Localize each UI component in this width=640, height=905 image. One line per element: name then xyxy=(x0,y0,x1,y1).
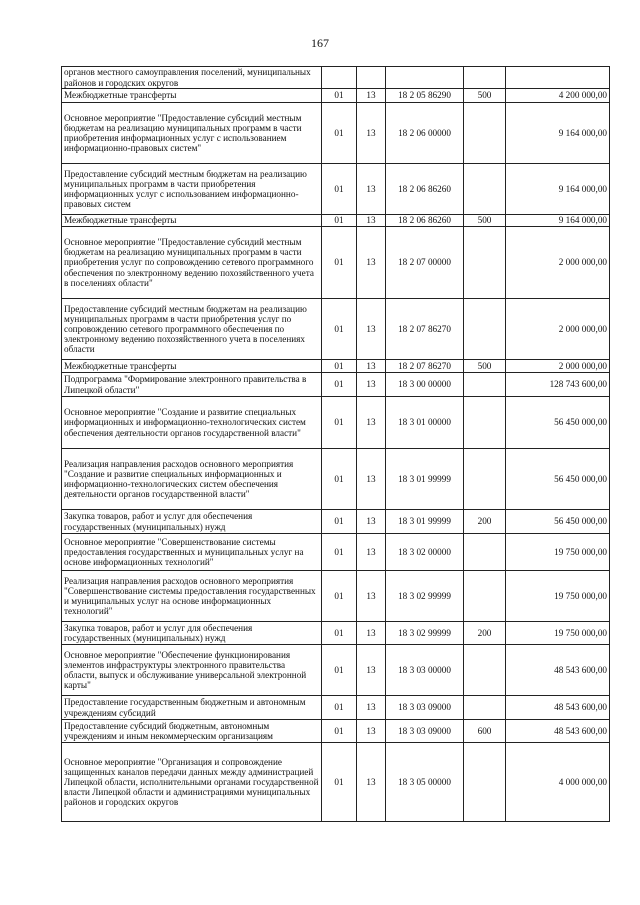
row-target-cell: 18 2 07 86270 xyxy=(386,360,464,373)
row-expense-type-cell: 200 xyxy=(464,510,506,534)
row-target-cell: 18 3 02 99999 xyxy=(386,571,464,622)
row-expense-type-cell xyxy=(464,743,506,822)
row-section-cell: 01 xyxy=(322,360,357,373)
row-target-cell: 18 2 06 86260 xyxy=(386,215,464,227)
table-row xyxy=(62,164,610,215)
table-row xyxy=(62,696,610,720)
row-amount-cell: 56 450 000,00 xyxy=(506,449,610,510)
row-target-cell: 18 3 03 09000 xyxy=(386,696,464,720)
row-name-cell: Закупка товаров, работ и услуг для обеспечения государственных (муниципальных) нужд xyxy=(62,622,322,645)
row-section-cell: 01 xyxy=(322,720,357,743)
row-name-cell: Подпрограмма "Формирование электронного правительства в Липецкой области" xyxy=(62,373,322,397)
row-expense-type-cell xyxy=(464,571,506,622)
row-target-cell: 18 3 01 00000 xyxy=(386,397,464,449)
row-subsection-cell: 13 xyxy=(357,103,386,164)
row-section-cell: 01 xyxy=(322,510,357,534)
budget-table-body xyxy=(62,67,610,822)
row-amount-cell: 4 200 000,00 xyxy=(506,89,610,103)
row-amount-cell: 2 000 000,00 xyxy=(506,227,610,299)
row-target-cell: 18 3 02 99999 xyxy=(386,622,464,645)
row-section-cell: 01 xyxy=(322,449,357,510)
row-section-cell: 01 xyxy=(322,571,357,622)
row-subsection-cell: 13 xyxy=(357,373,386,397)
row-expense-type-cell: 200 xyxy=(464,622,506,645)
row-name-cell: Межбюджетные трансферты xyxy=(62,89,322,103)
table-row xyxy=(62,743,610,822)
row-expense-type-cell xyxy=(464,299,506,360)
row-subsection-cell: 13 xyxy=(357,571,386,622)
row-amount-cell: 48 543 600,00 xyxy=(506,645,610,696)
row-section-cell: 01 xyxy=(322,534,357,571)
row-name-cell: Межбюджетные трансферты xyxy=(62,360,322,373)
row-name-cell: Предоставление государственным бюджетным и автономным учреждениям субсидий xyxy=(62,696,322,720)
row-amount-cell: 56 450 000,00 xyxy=(506,397,610,449)
table-row xyxy=(62,622,610,645)
row-target-cell: 18 2 06 00000 xyxy=(386,103,464,164)
row-amount-cell: 9 164 000,00 xyxy=(506,103,610,164)
row-amount-cell: 19 750 000,00 xyxy=(506,534,610,571)
table-row xyxy=(62,645,610,696)
row-section-cell: 01 xyxy=(322,103,357,164)
table-row xyxy=(62,227,610,299)
row-subsection-cell: 13 xyxy=(357,227,386,299)
row-subsection-cell: 13 xyxy=(357,215,386,227)
table-row xyxy=(62,67,610,89)
row-target-cell: 18 3 05 00000 xyxy=(386,743,464,822)
row-expense-type-cell: 500 xyxy=(464,360,506,373)
budget-table xyxy=(61,66,610,822)
row-target-cell: 18 3 01 99999 xyxy=(386,449,464,510)
row-section-cell xyxy=(322,67,357,89)
row-target-cell: 18 2 07 00000 xyxy=(386,227,464,299)
row-expense-type-cell: 600 xyxy=(464,720,506,743)
row-expense-type-cell xyxy=(464,103,506,164)
row-name-cell: Предоставление субсидий местным бюджетам на реализацию муниципальных программ в части приобретения информационных услуг с использованием информационно-правовых систем xyxy=(62,164,322,215)
row-amount-cell: 9 164 000,00 xyxy=(506,215,610,227)
row-section-cell: 01 xyxy=(322,645,357,696)
row-subsection-cell: 13 xyxy=(357,622,386,645)
row-target-cell: 18 3 03 00000 xyxy=(386,645,464,696)
table-row xyxy=(62,299,610,360)
row-target-cell: 18 2 05 86290 xyxy=(386,89,464,103)
row-amount-cell: 9 164 000,00 xyxy=(506,164,610,215)
row-amount-cell: 2 000 000,00 xyxy=(506,299,610,360)
row-subsection-cell: 13 xyxy=(357,360,386,373)
row-name-cell: Предоставление субсидий бюджетным, автономным учреждениям и иным некоммерческим организациям xyxy=(62,720,322,743)
row-expense-type-cell xyxy=(464,696,506,720)
table-row xyxy=(62,89,610,103)
row-amount-cell: 56 450 000,00 xyxy=(506,510,610,534)
row-section-cell: 01 xyxy=(322,299,357,360)
row-subsection-cell: 13 xyxy=(357,645,386,696)
row-section-cell: 01 xyxy=(322,373,357,397)
row-name-cell: Закупка товаров, работ и услуг для обеспечения государственных (муниципальных) нужд xyxy=(62,510,322,534)
row-name-cell: Межбюджетные трансферты xyxy=(62,215,322,227)
row-subsection-cell: 13 xyxy=(357,743,386,822)
table-row xyxy=(62,510,610,534)
table-row xyxy=(62,720,610,743)
row-name-cell: Основное мероприятие "Предоставление субсидий местным бюджетам на реализацию муниципальных программ в части приобретения информационных услуг с использованием информационно-правовых систем" xyxy=(62,103,322,164)
row-amount-cell: 4 000 000,00 xyxy=(506,743,610,822)
table-row xyxy=(62,534,610,571)
page-number: 167 xyxy=(311,36,329,50)
table-row xyxy=(62,360,610,373)
row-name-cell: Основное мероприятие "Создание и развитие специальных информационных и информационно-технологических систем обеспечения деятельности органов государственной власти" xyxy=(62,397,322,449)
row-subsection-cell xyxy=(357,67,386,89)
row-expense-type-cell: 500 xyxy=(464,215,506,227)
table-row xyxy=(62,397,610,449)
row-name-cell: Реализация направления расходов основного мероприятия "Создание и развитие специальных информационных и информационно-технологических систем обеспечения деятельности органов государственной власти" xyxy=(62,449,322,510)
row-amount-cell: 19 750 000,00 xyxy=(506,622,610,645)
row-expense-type-cell xyxy=(464,373,506,397)
row-expense-type-cell: 500 xyxy=(464,89,506,103)
row-subsection-cell: 13 xyxy=(357,164,386,215)
table-row xyxy=(62,373,610,397)
row-section-cell: 01 xyxy=(322,696,357,720)
table-row xyxy=(62,449,610,510)
row-amount-cell: 19 750 000,00 xyxy=(506,571,610,622)
row-amount-cell: 48 543 600,00 xyxy=(506,696,610,720)
row-target-cell: 18 3 01 99999 xyxy=(386,510,464,534)
row-amount-cell: 128 743 600,00 xyxy=(506,373,610,397)
row-amount-cell: 2 000 000,00 xyxy=(506,360,610,373)
row-name-cell: Основное мероприятие "Организация и сопровождение защищенных каналов передачи данных между администрацией Липецкой области, исполнительными органами государственной власти Липецкой области и администрациями муниципальных районов и городских округов xyxy=(62,743,322,822)
row-target-cell: 18 2 07 86270 xyxy=(386,299,464,360)
row-section-cell: 01 xyxy=(322,622,357,645)
row-expense-type-cell xyxy=(464,645,506,696)
row-subsection-cell: 13 xyxy=(357,720,386,743)
row-amount-cell xyxy=(506,67,610,89)
row-target-cell: 18 3 00 00000 xyxy=(386,373,464,397)
row-expense-type-cell xyxy=(464,534,506,571)
row-section-cell: 01 xyxy=(322,89,357,103)
row-subsection-cell: 13 xyxy=(357,510,386,534)
row-subsection-cell: 13 xyxy=(357,299,386,360)
row-section-cell: 01 xyxy=(322,227,357,299)
row-amount-cell: 48 543 600,00 xyxy=(506,720,610,743)
row-subsection-cell: 13 xyxy=(357,696,386,720)
row-expense-type-cell xyxy=(464,449,506,510)
row-section-cell: 01 xyxy=(322,215,357,227)
row-target-cell: 18 3 03 09000 xyxy=(386,720,464,743)
row-name-cell: Основное мероприятие "Предоставление субсидий местным бюджетам на реализацию муниципальных программ в части приобретения услуг по сопровождению сетевого программного обеспечения по электронному ведению похозяйственного учета в поселениях области" xyxy=(62,227,322,299)
row-subsection-cell: 13 xyxy=(357,397,386,449)
row-target-cell: 18 3 02 00000 xyxy=(386,534,464,571)
row-target-cell: 18 2 06 86260 xyxy=(386,164,464,215)
row-name-cell: Реализация направления расходов основного мероприятия "Совершенствование системы предоставления государственных и муниципальных услуг на основе информационных технологий" xyxy=(62,571,322,622)
row-name-cell: Основное мероприятие "Совершенствование системы предоставления государственных и муниципальных услуг на основе информационных технологий" xyxy=(62,534,322,571)
table-row xyxy=(62,103,610,164)
row-expense-type-cell xyxy=(464,164,506,215)
row-subsection-cell: 13 xyxy=(357,89,386,103)
row-target-cell xyxy=(386,67,464,89)
row-subsection-cell: 13 xyxy=(357,449,386,510)
table-row xyxy=(62,571,610,622)
row-name-cell: Основное мероприятие "Обеспечение функционирования элементов инфраструктуры электронного правительства области, выпуск и обслуживание универсальной электронной карты" xyxy=(62,645,322,696)
table-row xyxy=(62,215,610,227)
row-name-cell: органов местного самоуправления поселений, муниципальных районов и городских округов xyxy=(62,67,322,89)
row-section-cell: 01 xyxy=(322,397,357,449)
row-name-cell: Предоставление субсидий местным бюджетам на реализацию муниципальных программ в части приобретения услуг по сопровождению сетевого программного обеспечения по электронному ведению похозяйственного учета в поселениях области xyxy=(62,299,322,360)
row-expense-type-cell xyxy=(464,67,506,89)
row-section-cell: 01 xyxy=(322,743,357,822)
row-expense-type-cell xyxy=(464,227,506,299)
row-section-cell: 01 xyxy=(322,164,357,215)
row-subsection-cell: 13 xyxy=(357,534,386,571)
row-expense-type-cell xyxy=(464,397,506,449)
